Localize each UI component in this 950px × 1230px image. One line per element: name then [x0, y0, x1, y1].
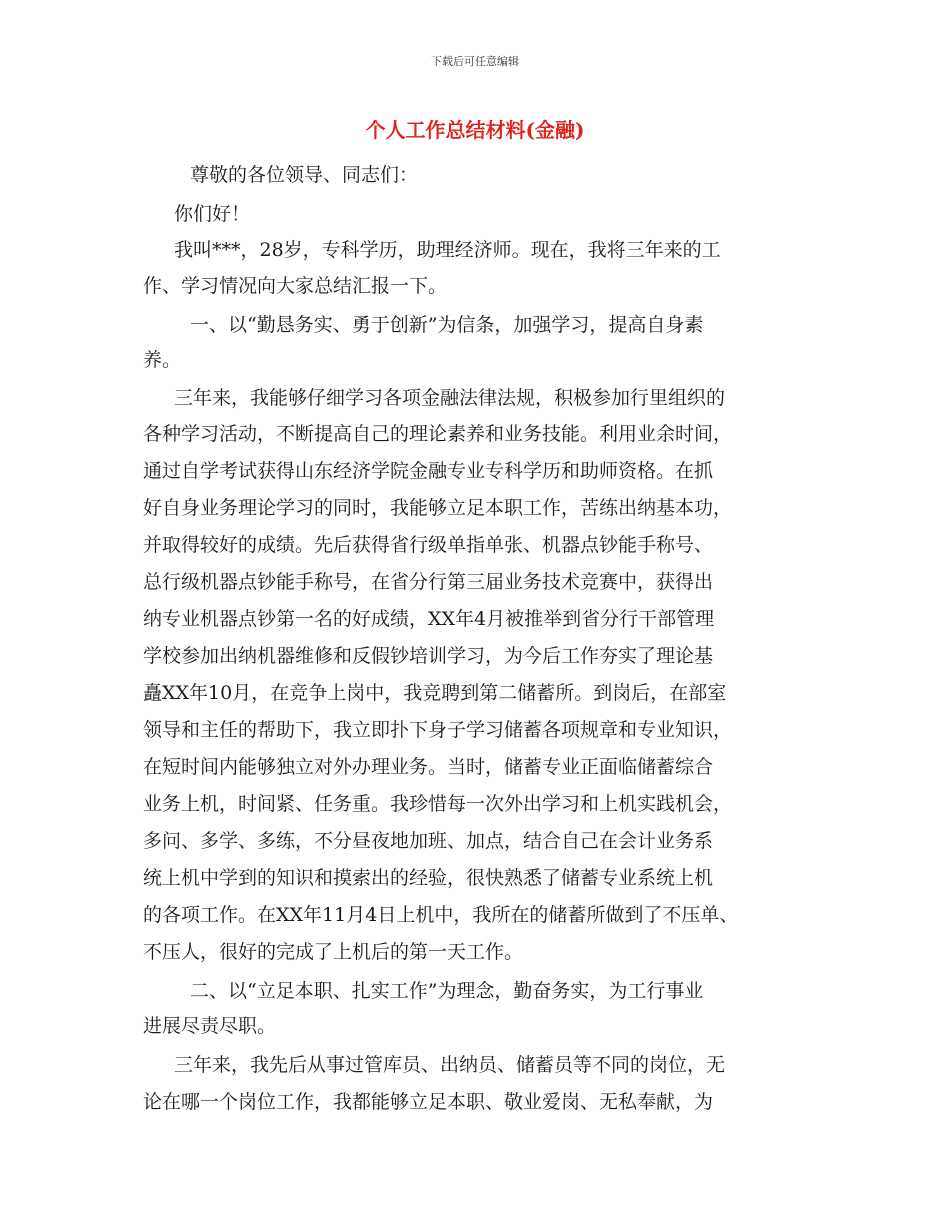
body-line: 的各项工作。在XX年11月4日上机中，我所在的储蓄所做到了不压单、: [143, 904, 739, 926]
body-line: 领导和主任的帮助下，我立即扑下身子学习储蓄各项规章和专业知识，: [143, 719, 733, 741]
body-line: 作、学习情况向大家总结汇报一下。: [143, 275, 448, 297]
body-line: 我叫***，28岁，专科学历，助理经济师。现在，我将三年来的工: [174, 239, 721, 261]
body-line: 学校参加出纳机器维修和反假钞培训学习，为今后工作夯实了理论基: [143, 645, 714, 667]
body-line: 不压人，很好的完成了上机后的第一天工作。: [143, 941, 524, 963]
body-line: 二、以“立足本职、扎实工作”为理念，勤奋务实，为工行事业: [190, 980, 704, 1002]
body-line: 并取得较好的成绩。先后获得省行级单指单张、机器点钞能手称号、: [143, 534, 714, 556]
body-line: 进展尽责尽职。: [143, 1015, 277, 1037]
body-line: 三年来，我先后从事过管库员、出纳员、储蓄员等不同的岗位，无: [174, 1054, 726, 1076]
body-line: 统上机中学到的知识和摸索出的经验，很快熟悉了储蓄专业系统上机: [143, 867, 714, 889]
body-line: 论在哪一个岗位工作，我都能够立足本职、敬业爱岗、无私奉献，为: [143, 1091, 714, 1113]
body-line: 纳专业机器点钞第一名的好成绩，XX年4月被推举到省分行干部管理: [143, 608, 715, 630]
body-line: 你们好！: [174, 203, 251, 225]
body-line: 养。: [143, 349, 182, 371]
header-note: 下载后可任意编辑: [431, 55, 519, 68]
body-line: 通过自学考试获得山东经济学院金融专业专科学历和助师资格。在抓: [143, 460, 714, 482]
body-line: 多问、多学、多练，不分昼夜地加班、加点，结合自己在会计业务系: [143, 830, 714, 852]
body-line: 矗XX年10月，在竞争上岗中，我竞聘到第二储蓄所。到岗后，在部室: [143, 682, 727, 704]
body-line: 各种学习活动，不断提高自己的理论素养和业务技能。利用业余时间，: [143, 423, 733, 445]
body-line: 总行级机器点钞能手称号，在省分行第三届业务技术竞赛中，获得出: [143, 571, 714, 593]
body-line: 业务上机，时间紧、任务重。我珍惜每一次外出学习和上机实践机会，: [143, 793, 733, 815]
document-title: 个人工作总结材料(金融): [365, 118, 585, 142]
body-line: 在短时间内能够独立对外办理业务。当时，储蓄专业正面临储蓄综合: [143, 756, 714, 778]
body-line: 三年来，我能够仔细学习各项金融法律法规，积极参加行里组织的: [174, 387, 726, 409]
body-line: 一、以“勤恳务实、勇于创新”为信条，加强学习，提高自身素: [190, 314, 704, 336]
body-line: 尊敬的各位领导、同志们：: [190, 164, 419, 186]
body-line: 好自身业务理论学习的同时，我能够立足本职工作，苦练出纳基本功，: [143, 497, 733, 519]
